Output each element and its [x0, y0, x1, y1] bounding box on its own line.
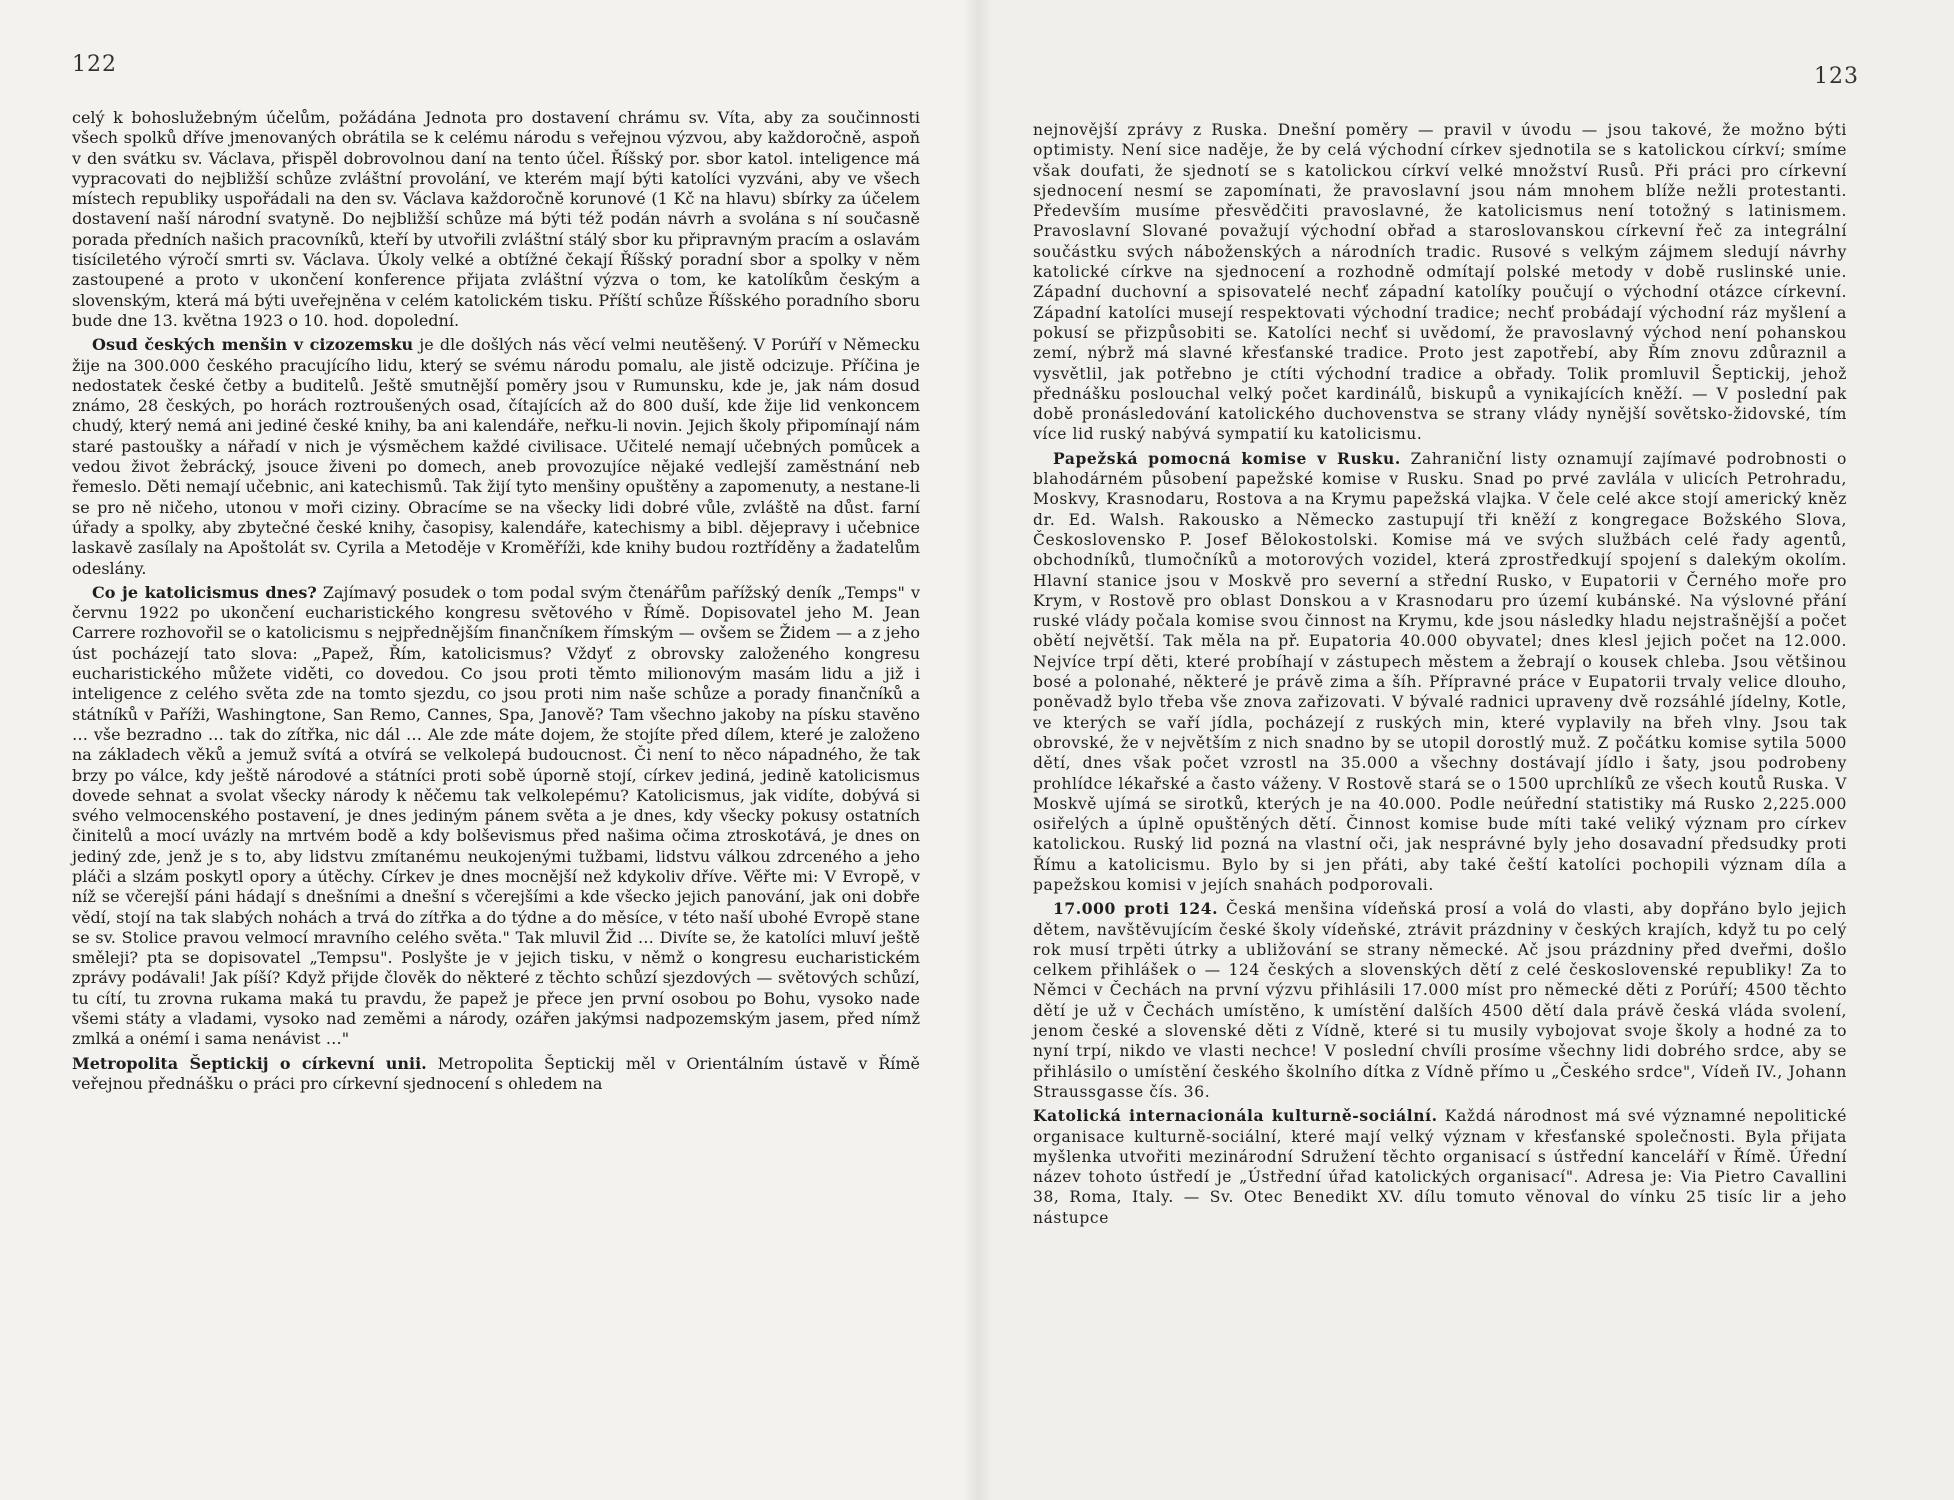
- paragraph: [72, 583, 920, 1050]
- book-gutter: [962, 0, 992, 1500]
- paragraph-text: Metropolita Šeptickij měl v Orientálním ústavě v Římě veřejnou přednášku o práci pro církevní sjednocení s ohledem na: [72, 1053, 921, 1093]
- paragraph: [72, 1054, 920, 1095]
- paragraph: [72, 108, 920, 331]
- paragraph: [72, 335, 920, 579]
- paragraph: [1033, 899, 1847, 1102]
- paragraph-heading: Katolická internacionála kulturně-sociální.: [1033, 1106, 1438, 1126]
- paragraph-text: nejnovější zprávy z Ruska. Dnešní poměry — pravil v úvodu — jsou takové, že možno býti optimisty. Není sice naděje, že by celá východní církev sjednotila se s katolickou církví; smíme však doufati, že sjednotí se s katolickou církví velké množství Rusů. Při práci pro církevní sjednocení nesmí se zapomínati, že pravoslavní jsou nám mnohem blíže nežli protestanti. Především musíme přesvědčiti pravoslavné, že katolicismus není totožný s latinismem. Pravoslavní Slované považují východní obřad a staroslovanskou církevní řeč za integrální součástku svých náboženských a národních tradic. Rusové s velkým zájmem sledují návrhy katolické církve na sjednocení a rozhodně odmítají polské metody v době ruslinské unie. Západní duchovní a spisovatelé nechť západní katolíky poučují o východní otázce církevní. Západní katolíci musejí respektovati východní tradice; nechť probádají východní ráz myšlení a pokusí se přizpůsobiti se. Katolíci nechť si uvědomí, že pravoslavný východ není pohanskou zemí, nýbrž má slavné křesťanské tradice. Proto jest zapotřebí, aby Řím znovu zdůraznil a vysvětlil, jak potřebno je ctíti východní tradice a obřady. Tolik promluvil Šeptickij, jehož přednášku poslouchal velký počet kardinálů, biskupů a vynikajících kněží. — V poslední pak době pronásledování katolického duchovenstva se strany vlády nynější sovětsko-židovské, tím více lid ruský nabývá sympatií ku katolicismu.: [1033, 121, 1847, 444]
- right-page: [977, 0, 1954, 1500]
- paragraph-text: Každá národnost má své významné nepolitické organisace kulturně-sociální, které mají velký význam v křesťanské společnosti. Byla přijata myšlenka utvořiti mezinárodní Sdružení těchto organisací s ústřední kanceláří v Římě. Úřední název tohoto ústředí je „Ústřední úřad katolických organisací". Adresa je: Via Pietro Cavallini 38, Roma, Italy. — Sv. Otec Benedikt XV. dílu tomuto věnoval do vínku 25 tisíc lir a jeho nástupce: [1033, 1107, 1847, 1227]
- right-text-block: [1033, 120, 1847, 1232]
- paragraph-text: Česká menšina vídeňská prosí a volá do vlasti, aby dopřáno bylo jejich dětem, navštěvujícím české školy vídeňské, ztrávit prázdniny v českých krajích, když tu po celý rok musí trpěti útrky a ubližování se strany německé. Ač jsou prázdniny před dveřmi, došlo celkem přihlášek o — 124 českých a slovenských dětí z celé československé republiky! Za to Němci v Čechách na první výzvu přihlásili 17.000 míst pro německé děti z Porúří; 4500 těchto dětí je už v Čechách umístěno, k umístění dalších 4500 dětí dala právě česká vláda svolení, jenom české a slovenské děti z Vídně, které si tu musily vybojovat svoje školy a hodné za to nyní trpí, nikdo ve vlasti nechce! V poslední chvíli prosíme všechny lidi dobrého srdce, aby se přihlásilo o umístění českého školního dítka z Vídně přímo u „Českého srdce", Vídeň IV., Johann Straussgasse čís. 36.: [1033, 900, 1847, 1101]
- paragraph-text: celý k bohoslužebným účelům, požádána Jednota pro dostavení chrámu sv. Víta, aby za součinnosti všech spolků dříve jmenovaných obrátila se k celému národu s veřejnou výzvou, aby každoročně, aspoň v den svátku sv. Václava, přispěl dobrovolnou daní na tento účel. Říšský por. sbor katol. inteligence má vypracovati do nejbližší schůze zvláštní provolání, ve kterém mají býti katolíci vyzváni, aby ve všech místech republiky uspořádali na den sv. Václava každoročně korunové (1 Kč na hlavu) sbírky za účelem dostavení naší národní svatyně. Do nejbližší schůze má býti též podán návrh a svolána s ní současně porada předních našich pracovníků, kteří by utvořili zvláštní stálý sbor ku připravným pracím a oslavám tisíciletého výročí smrti sv. Václava. Úkoly velké a obtížné čekají Říšský poradní sbor a spolky v něm zastoupené a proto v ukončení konference přijata zvláštní výzva o tom, ke katolíkům českým a slovenským, která má býti uveřejněna v celém katolickém tisku. Příští schůze Říšského poradního sboru bude dne 13. května 1923 o 10. hod. dopolední.: [72, 108, 920, 330]
- paragraph-heading: Metropolita Šeptickij o církevní unii.: [72, 1053, 427, 1073]
- paragraph-text: je dle došlých nás věcí velmi neutěšený. V Porúří v Německu žije na 300.000 českého pracujícího lidu, který se svému národu pomalu, ale jistě odcizuje. Příčina je nedostatek české četby a buditelů. Ještě smutnější poměry jsou v Rumunsku, kde je, jak nám dosud známo, 28 českých, po horách roztroušených osad, čítajících až do 800 duší, kde žije lid venkoncem chudý, který nemá ani jediné české knihy, ba ani kalendáře, neřku-li novin. Jejich školy připomínají nám staré pastoušky a nářadí v nich je výsměchem každé civilisace. Učitelé nemají učebných pomůcek a vedou život žebrácký, jsouce živeni po domech, aneb provozujíce nějaké vedlejší zaměstnání neb řemeslo. Děti nemají učebnic, ani katechismů. Tak žijí tyto menšiny opuštěny a zapomenuty, a nestane-li se pro ně ničeho, utonou v moři ciziny. Obracíme se na všecky lidi dobré vůle, zvláště na důst. farní úřady a spolky, aby zbytečné české knihy, časopisy, kalendáře, katechismy a bibl. dějepravy i učebnice laskavě zasílaly na Apoštolát sv. Cyrila a Metoděje v Kroměříži, kde knihy budou roztříděny a žadatelům odeslány.: [72, 335, 921, 578]
- paragraph: [1033, 1106, 1847, 1228]
- page-number: 122: [72, 52, 117, 77]
- paragraph-text: Zahraniční listy oznamují zajímavé podrobnosti o blahodárném působení papežské komise v Rusku. Snad po prvé zavlála v ulicích Petrohradu, Moskvy, Krasnodaru, Rostova a na Krymu papežská vlajka. V čele celé akce stojí americký kněz dr. Ed. Walsh. Rakousko a Německo zastupují tři kněží z kongregace Božského Slova, Československo P. Josef Bělokostolski. Komise má ve svých službách celé řady agentů, obchodníků, tlumočníků a motorových vozidel, která zprostředkují spojení s dalekým okolím. Hlavní stanice jsou v Moskvě pro severní a střední Rusko, v Eupatorii v Černého moře pro Krym, v Rostově pro oblast Donskou a v Krasnodaru pro území kubánské. Na výslovné přání ruské vlády počala komise svou činnost na Krymu, kde jsou následky hladu nejstrašnější a počet obětí největší. Tak měla na př. Eupatoria 40.000 obyvatel; dnes klesl jejich počet na 12.000. Nejvíce trpí děti, které probíhají v zástupech městem a žebrají o kousek chleba. Jsou většinou bosé a polonahé, některé je právě zima a šíh. Přípravné práce v Eupatorii trvaly velice dlouho, poněvadž bylo třeba vše znova zařizovati. V bývalé radnici upraveny dvě rozsáhlé jídelny, Kotle, ve kterých se vaří jídla, pocházejí z ruských min, které vyplavily na břeh vlny. Jsou tak obrovské, že v největším z nich snadno by se utopil dorostlý muž. Z počátku komise sytila 5000 dětí, dnes však počet vzrostl na 35.000 a všechny dostávají jídlo i šaty, jsou podrobeny prohlídce lékařské a často váženy. V Rostově stará se o 1500 uprchlíků ze všech koutů Ruska. V Moskvě ujímá se sirotků, kterých je na 40.000. Podle neúřední statistiky má Rusko 2,225.000 osiřelých a úplně opuštěných dětí. Činnost komise bude míti také veliký význam pro církev katolickou. Ruský lid pozná na vlastní oči, jak nesprávné byly jeho dosavadní předsudky proti Římu a katolicismu. Bylo by si jen přáti, aby také čeští katolíci pochopili význam díla a papežskou komisi v jejích snahách podporovali.: [1033, 449, 1847, 894]
- left-text-block: [72, 108, 920, 1098]
- paragraph: [1033, 449, 1847, 896]
- paragraph-heading: 17.000 proti 124.: [1053, 899, 1219, 919]
- paragraph-heading: Co je katolicismus dnes?: [92, 582, 317, 602]
- page-number: 123: [1814, 64, 1859, 89]
- paragraph-heading: Osud českých menšin v cizozemsku: [92, 335, 414, 355]
- paragraph-heading: Papežská pomocná komise v Rusku.: [1053, 448, 1401, 468]
- paragraph: [1033, 120, 1847, 445]
- paragraph-text: Zajímavý posudek o tom podal svým čtenářům pařížský deník „Temps" v červnu 1922 po ukončení eucharistického kongresu světového v Římě. Dopisovatel jeho M. Jean Carrere rozhovořil se o katolicismu s nejpřednějším finančníkem římským — ovšem se Židem — a z jeho úst pocházejí tato slova: „Papež, Řím, katolicismus? Vždyť z obrovsky založeného kongresu eucharistického můžete viděti, co dovedou. Co jsou proti těmto milionovým masám lidu a již i inteligence z celého světa zde na tomto sjezdu, co jsou proti nim naše schůze a porady finančníků a státníků v Paříži, Washingtone, San Remo, Cannes, Spa, Janově? Tam všechno jakoby na písku stavěno … vše bezradno … tak do zítřka, nic dál … Ale zde máte dojem, že stojíte před dílem, které je založeno na základech věků a jemuž svítá a otvírá se velkolepá budoucnost. Či není to něco nápadného, že tak brzy po válce, kdy ještě národové a státníci proti sobě úporně stojí, církev jediná, jedině katolicismus dovede sehnat a svolat všecky národy k něčemu tak velkolepému? Katolicismus, jak vidíte, dobývá si svého velmocenského postavení, je dnes jediným pánem světa a je dnes, kdy všecky pokusy ostatních činitelů a mocí uvázly na mrtvém bodě a kdy bolševismus před našima očima ztroskotává, je dnes on jediný zde, jenž je s to, aby lidstvu zmítanému neukojenými tužbami, lidstvu válkou zdrceného a jeho pláči a slzám poskytl opory a útěchy. Církev je dnes mocnější než kdykoliv dříve. Věřte mi: V Evropě, v níž se včerejší páni hádají s dnešními a dnešní s včerejšími a kde všecko jejich panování, jak oni dobře vědí, stojí na tak slabých nohách a trvá do zítřka a do týdne a do měsíce, v této naší ubohé Evropě stane se sv. Stolice pravou velmocí mravního celého světa." Tak mluvil Žid … Divíte se, že katolíci mluví ještě směleji? pta se dopisovatel „Tempsu". Poslyšte je v jejich tisku, v němž o kongresu eucharistickém zprávy podávali! Jak píší? Když přijde člověk do některé z těchto schůzí sjezdových — světových schůzí, tu cítí, tu zrovna rukama maká tu pravdu, že papež je přece jen první osobou po Bohu, vysoko nade všemi státy a vladami, vysoko nad zeměmi a národy, ozářen jakýmsi nadpozemským jasem, před nímž zmlká a onémí i sama nenávist …": [72, 582, 920, 1049]
